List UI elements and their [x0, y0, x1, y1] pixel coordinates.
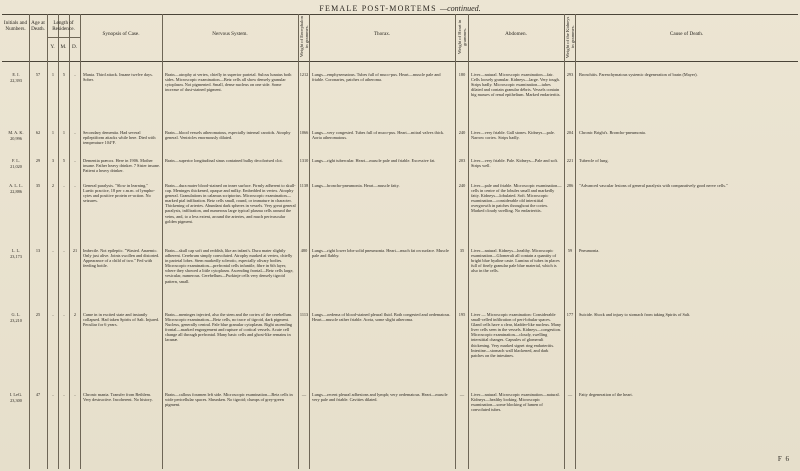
row-1-heart-weight: 180 [458, 72, 466, 77]
row-4-y: 2 [51, 183, 55, 188]
row-4-heart-weight: 240 [458, 183, 466, 188]
column-rule [575, 14, 576, 469]
header-heart-weight: Weight of Heart in grammes. [457, 19, 467, 55]
title-main: FEMALE POST-MORTEMS [319, 4, 437, 13]
row-4-age: 35 [35, 183, 41, 188]
column-rule [29, 14, 30, 469]
header-cause: Cause of Death. [669, 31, 704, 37]
row-6-age: 25 [35, 312, 41, 317]
row-5-nervous: Brain—skull cap soft and reddish, like an infant's. Dura mater slightly adherent. Cerebrum simply convoluted. Atrophy marked at vertex, chiefly in parietal lobes. Stem markedly sclerotic, especially olivary bodies. Microscopic examination—prefrontal cells infantile, fibre in 6th layer, where they showed a little cytoplasm. Ascending frontal—Betz cells large, vesicular, numerous. Cerebellum—Purkinje cells very densely tigroid pattern, small. [165, 248, 294, 284]
row-1-kidney-weight: 293 [566, 72, 574, 77]
row-2-initials: M. A. K. [8, 130, 24, 135]
header-thorax: Thorax. [373, 31, 391, 37]
header-brain-weight: Weight of Encephalon in grammes. [299, 16, 309, 58]
row-6-nervous: Brain—meninges injected, also the stem and the cortex of the cerebellum. Microscopic examination—Betz cells, no trace of tigroid, dark pigment. Nucleus, generally central. Pale blue granular cytoplasm. Right ascending frontal—marked engorgement and rupture of cortical vessels. Acute cell change all through prefrontal. Many basic cells and ghost-like remains in lacunæ. [165, 312, 293, 343]
row-5-cause: Pneumonia. [579, 248, 600, 253]
header-nervous: Nervous System. [212, 31, 248, 37]
row-5-thorax: Lungs—right lower lobe solid pneumonia. Heart—much fat on surface. Muscle pale and flabby. [312, 248, 449, 259]
header-synopsis: Synopsis of Case. [102, 31, 140, 37]
row-3-number: 21,020 [10, 164, 22, 169]
row-3-thorax: Lungs—right tubercular. Heart—muscle pale and friable. Excessive fat. [312, 158, 436, 163]
row-2-thorax: Lungs—very congested. Tubes full of muco-pus. Heart—mitral valves thick. Aorta atheromatous. [312, 130, 445, 141]
row-7-m: .. [62, 392, 66, 397]
row-2-nervous: Brain—blood vessels atheromatous, especially internal carotids. Atrophy general. Ventricles enormously dilated. [165, 130, 291, 141]
row-4-number: 22,886 [10, 189, 22, 194]
row-1-synopsis: Mania. Third attack. Insane twelve days. Sober. [83, 72, 153, 83]
row-1-age: 57 [35, 72, 41, 77]
column-rule [564, 14, 565, 469]
row-1-abdomen: Liver—natural. Microscopic examination—fair. Cells loosely granular. Kidneys—large. Very tough. Strips badly. Microscopic examination—tubes dilated and contain granular débris. Vessels contain big masses of renal epithelium. Marked endarteritis. [471, 72, 561, 98]
row-4-brain-weight: 1138 [299, 183, 309, 188]
row-7-synopsis: Chronic mania. Transfer from Bethlem. Very destructive. Incoherent. No history. [83, 392, 153, 403]
row-2-kidney-weight: 204 [566, 130, 574, 135]
page-footer: F 6 [777, 455, 790, 463]
header-kidney-weight: Weight of the Kidneys in grammes. [565, 16, 575, 58]
header-days: D. [71, 44, 78, 50]
row-6-heart-weight: 195 [458, 312, 466, 317]
row-6-brain-weight: 1113 [299, 312, 309, 317]
title-suffix: —continued. [439, 4, 481, 13]
row-2-brain-weight: 1066 [299, 130, 309, 135]
row-4-nervous: Brain—dura mater blood-stained on inner surface. Firmly adherent to skull-cap. Meninges thickened, opaque and milky. Embedded in vertex. Atrophy general. Granulations in calamus scriptorius. Microscopic examination—marked pial infiltration. Betz cells small, round, or immature in character. Thickening of arteries. Abundant dark spheres in vessels. Very great general paralysis, infiltration, and numerous large typical plasma cells around the veins, and, to a less extent, around the arteries, and much perivascular golden pigment. [165, 183, 296, 224]
header-months: M. [60, 44, 67, 50]
row-2-number: 20,996 [10, 136, 22, 141]
row-6-abdomen: Liver — Microscopic examination: Considerable small-celled infiltration of peri-lobular spaces. Gland cells have a clear, bladder-like nucleus. Many liver cells seen in the vessels. Kidneys—congestion. Microscopic examination—cloudy, swelling interstitial changes. Capsules of glomeruli thickening. Very marked signet ring endarteritis. Intestine—stomach wall blackened, and dark patches on the intestines. [471, 312, 562, 358]
row-2-abdomen: Liver—very friable. Gall stones. Kidneys—pale. Narrow cortex. Strips badly. [471, 130, 555, 141]
row-1-cause: Bronchitis. Parenchymatous systemic degeneration of brain (Mayer). [579, 72, 698, 77]
row-3-brain-weight: 1310 [299, 158, 309, 163]
row-4-abdomen: Liver—pale and friable. Microscopic examination—cells in centre of the lobules small and markedly fatty. Kidneys—lobulated. Soft. Microscopic examination—considerable old interstitial overgrowth in patches throughout the cortex. Marked cloudy swelling. No endarteritis. [471, 183, 562, 214]
header-years: Y. [50, 44, 55, 50]
row-1-nervous: Brain—atrophy at vertex, chiefly in superior parietal. Sulcus lunatus both sides. Microscopic examination—Betz cells all show densely granular cytoplasm. Not pigmented. Small, dense nucleus on one side. Some increase of dust-stained pigment. [165, 72, 292, 93]
row-3-m: 5 [62, 158, 66, 163]
row-7-brain-weight: — [301, 392, 307, 397]
row-3-synopsis: Dementia præcox. Here in 1906. Mother insane. Father heavy drinker. 7 Sister insane. Patient a heavy drinker. [83, 158, 160, 174]
row-4-initials: A. L. L. [9, 183, 23, 188]
column-rule [58, 14, 59, 469]
row-1-y: 1 [51, 72, 55, 77]
row-7-initials: I. LeG. [9, 392, 23, 397]
row-4-m: .. [62, 183, 66, 188]
row-6-d: 2 [73, 312, 77, 317]
row-1-number: 22,393 [10, 78, 22, 83]
column-rule [69, 14, 70, 469]
row-1-thorax: Lungs—emphysematous. Tubes full of muco-pus. Heart—muscle pale and friable. Coronaries, patches of atheroma. [312, 72, 441, 83]
column-rule [455, 14, 456, 469]
row-3-cause: Tubercle of lung. [579, 158, 609, 163]
row-1-d: .. [73, 72, 77, 77]
row-3-abdomen: Liver—very friable. Pale. Kidneys—Pale and soft. Strips well. [471, 158, 559, 169]
row-2-age: 62 [35, 130, 41, 135]
row-2-d: .. [73, 130, 77, 135]
row-5-initials: L. L. [11, 248, 21, 253]
row-4-d: .. [73, 183, 77, 188]
row-5-m: .. [62, 248, 66, 253]
row-5-synopsis: Imbecile. Not epileptic. "Wasted. Anaemic. Only just alive. Joints swollen and distorted. Appearance of a child of two." Fed with feeding bottle. [83, 248, 160, 269]
row-7-cause: Fatty degeneration of the heart. [579, 392, 633, 397]
row-6-thorax: Lungs—oedema of blood-stained pleural fluid. Both congested and oedematous. Heart—muscle rather friable. Aorta, some slight atheroma. [312, 312, 451, 323]
row-3-y: 3 [51, 158, 55, 163]
row-6-number: 23,210 [10, 318, 22, 323]
row-6-synopsis: Came in in excited state and instantly collapsed. Had taken Spirits of Salt. Injured. Peculiar for 6 years. [83, 312, 160, 328]
header-residence: Length of Residence. [52, 20, 75, 32]
header-initials: Initials and Numbers. [3, 20, 28, 32]
row-5-age: 13 [35, 248, 41, 253]
row-2-heart-weight: 240 [458, 130, 466, 135]
row-4-thorax: Lungs—broncho-pneumonia. Heart—muscle fatty. [312, 183, 400, 188]
row-1-brain-weight: 1212 [299, 72, 309, 77]
row-7-kidney-weight: — [567, 392, 573, 397]
row-7-thorax: Lungs—recent pleural adhesions and lymph; very oedematous. Heart—muscle very pale and friable. Cavities dilated. [312, 392, 448, 403]
row-6-initials: G. L. [11, 312, 21, 317]
row-4-cause: "Advanced vascular lesions of general paralysis with comparatively good nerve cells." [579, 183, 728, 188]
row-3-nervous: Brain—superior longitudinal sinus contained bulky decolorised clot. [165, 158, 283, 163]
row-5-number: 23,173 [10, 254, 22, 259]
row-3-kidney-weight: 221 [566, 158, 574, 163]
row-5-abdomen: Liver—natural. Kidneys—healthy. Microscopic examination—Glomeruli all contain a quantity of bright blue hyaline caste. Lumina of tubes in places full of finely granular pale blue material, which is also in the cells. [471, 248, 560, 274]
row-2-m: 1 [62, 130, 66, 135]
row-7-y: .. [51, 392, 55, 397]
row-2-synopsis: Secondary dementia. Had several epileptiform attacks while here. Died with temperature 104°F. [83, 130, 156, 146]
row-5-kidney-weight: 59 [567, 248, 573, 253]
header-age: Age at Death. [31, 20, 45, 32]
row-6-cause: Suicide. Shock and injury to stomach from taking Spirits of Salt. [579, 312, 691, 317]
row-4-kidney-weight: 286 [566, 183, 574, 188]
row-3-initials: F. L. [12, 158, 20, 163]
row-3-age: 29 [35, 158, 41, 163]
table-header [2, 14, 798, 62]
row-4-synopsis: General paralysis. "Slow in learning." Luetic practice, 18 per c.m.m. of lympho-cytes and positive protein re-action. No seizures. [83, 183, 155, 204]
row-7-abdomen: Liver—natural. Microscopic examination—natural. Kidneys—healthy looking. Microscopic examination—some blocking of lumen of convoluted tubes. [471, 392, 560, 413]
row-2-y: 1 [51, 130, 55, 135]
row-5-heart-weight: 35 [459, 248, 465, 253]
page-title [0, 4, 800, 13]
row-6-kidney-weight: 177 [566, 312, 574, 317]
residence-divider [47, 37, 80, 38]
header-abdomen: Abdomen. [505, 31, 527, 37]
row-5-y: .. [51, 248, 55, 253]
row-1-m: 5 [62, 72, 66, 77]
row-7-age: 47 [35, 392, 41, 397]
row-7-heart-weight: — [459, 392, 465, 397]
row-6-y: .. [51, 312, 55, 317]
column-rule [47, 14, 48, 469]
column-rule [309, 14, 310, 469]
row-7-nervous: Brain—callous foramen left side. Microscopic examination—Betz cells in wide pericellular spaces. Shrunken. No tigroid; clumps of grey-green pigment. [165, 392, 293, 408]
row-2-cause: Chronic Bright's. Broncho-pneumonia. [579, 130, 646, 135]
column-rule [80, 14, 81, 469]
row-5-brain-weight: 480 [300, 248, 308, 253]
row-3-heart-weight: 203 [458, 158, 466, 163]
row-6-m: .. [62, 312, 66, 317]
row-7-d: .. [73, 392, 77, 397]
row-5-d: 21 [72, 248, 78, 253]
column-rule [162, 14, 163, 469]
column-rule [298, 14, 299, 469]
row-7-number: 23,300 [10, 398, 22, 403]
row-1-initials: E. I. [12, 72, 20, 77]
row-3-d: .. [73, 158, 77, 163]
column-rule [468, 14, 469, 469]
